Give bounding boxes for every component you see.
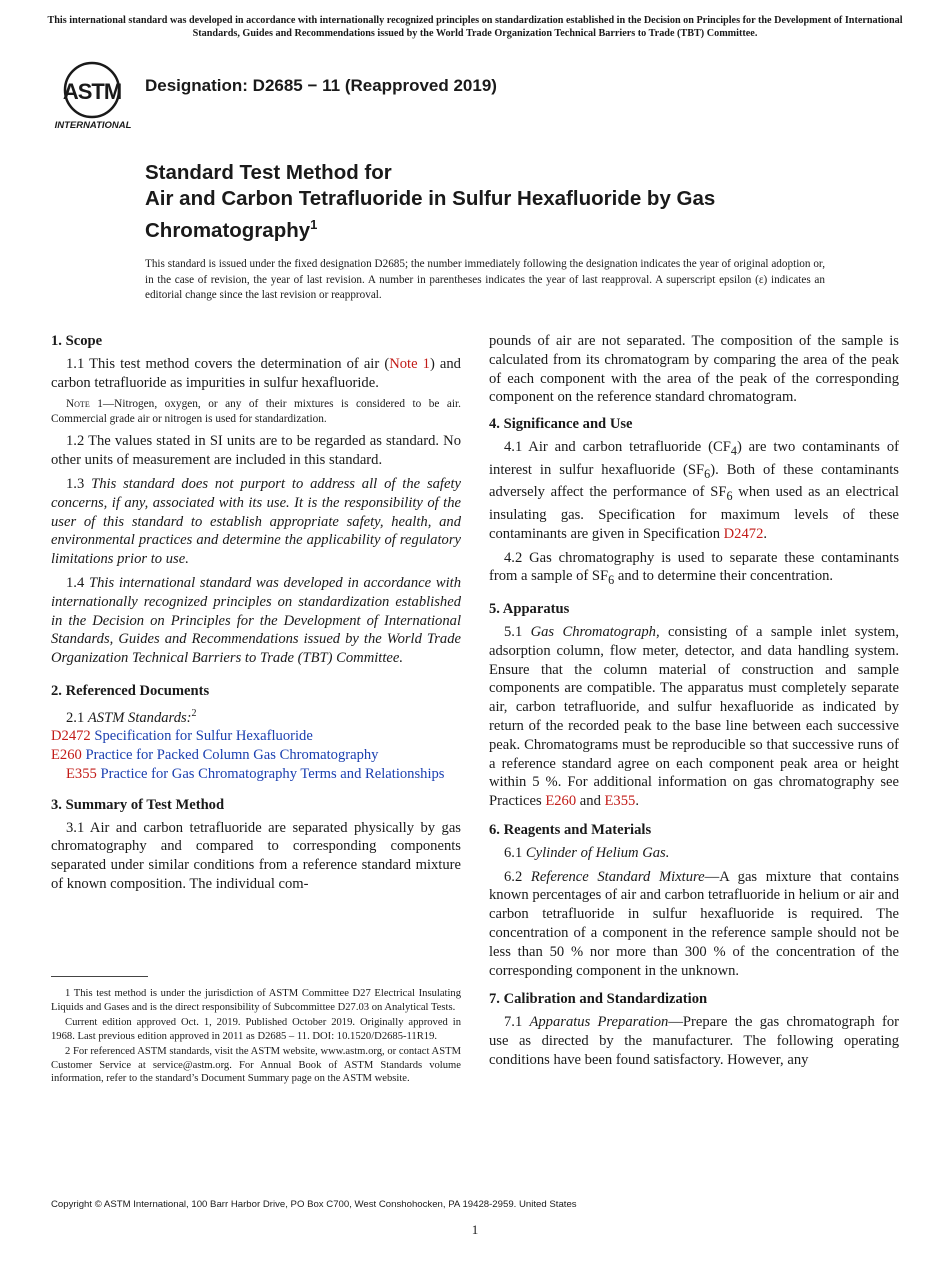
text: 4.2 Gas chromatography is used to separate these contaminants from a sample of SF	[489, 549, 899, 585]
text: .	[635, 793, 639, 810]
title-line-2	[145, 186, 865, 244]
ref-code[interactable]: E355	[66, 766, 97, 782]
reference-item[interactable]	[66, 765, 461, 784]
left-column	[51, 332, 461, 899]
page-title	[145, 160, 865, 244]
num: 6.1	[504, 844, 526, 861]
note-text: —Nitrogen, oxygen, or any of their mixtures is considered to be air. Commercial grade air or nitrogen is used for standardization.	[51, 398, 462, 426]
num: 1.3	[66, 475, 92, 492]
ref-code[interactable]: E260	[51, 747, 82, 764]
term: Apparatus Preparation	[529, 1014, 669, 1031]
paragraph-4-1	[489, 438, 899, 544]
text: —Prepare the gas chromatograph for use as directed by the manufacturer. The following operating conditions have been found satisfactory. However, any	[489, 1014, 899, 1068]
paragraph-2-1	[51, 705, 461, 728]
subscript: 6	[704, 466, 711, 481]
text: 4.1 Air and carbon tetrafluoride (CF	[504, 438, 731, 455]
paragraph-1-4	[51, 574, 461, 668]
paragraph-6-1	[489, 844, 899, 863]
svg-text:INTERNATIONAL: INTERNATIONAL	[54, 120, 132, 131]
paragraph-5-1	[489, 623, 899, 811]
svg-text:ASTM: ASTM	[62, 79, 122, 104]
section-heading: 6. Reagents and Materials	[489, 821, 652, 838]
note-link[interactable]: Note 1	[389, 355, 430, 372]
footnote-mark: 2	[191, 707, 197, 719]
paragraph-4-2	[489, 549, 899, 591]
text: ) are two contaminants of interest in sulfur hexafluoride (SF	[489, 438, 899, 478]
text: ) and carbon tetrafluoride as impurities in sulfur hexafluoride.	[51, 355, 461, 391]
text: ASTM Standards:	[87, 709, 192, 726]
ref-link[interactable]: D2472	[723, 525, 764, 542]
text: 1.1 This test method covers the determination of air (	[66, 355, 390, 372]
term: Cylinder of Helium Gas.	[525, 844, 670, 861]
preface: This standard is issued under the fixed designation D2685; the number immediately following the designation indicates the year of original adoption or, in the case of revision, the year of last revision. A number in parentheses indicates the year of last reapproval. A superscript epsilon (ε) indicates an editorial change since the last revision or reapproval.	[145, 258, 825, 301]
wto-banner: This international standard was developed in accordance with internationally recognized principles on standardization established in the Decision on Principles for the Development of International Standards, Guides and Recommendations issued by the World Trade Organization Technical Barriers to Trade (TBT) Committee.	[47, 15, 903, 39]
note-1	[51, 397, 461, 427]
title-main: Air and Carbon Tetrafluoride in Sulfur Hexafluoride by Gas Chromatography	[145, 187, 716, 242]
text: consisting of a sample inlet system, adsorption column, flow meter, detector, and data handling system. Ensure that the column material of construction and sample components are compatible. The apparatus must completely separate air, carbon tetrafluoride, and sulfur hexafluoride as indicated by return of the recorded peak to the base line between each successive peak. Chromatograms must be reproducible so that successive runs of a reference standard agree on each component peak area or height within 5 %. For additional information on gas chromatography see Practices	[489, 623, 899, 810]
text: and	[576, 793, 605, 810]
reference-item[interactable]	[51, 746, 461, 765]
text: —A gas mixture that contains known percentages of air and carbon tetrafluoride in helium or air and carbon tetrafluoride in sulfur hexafluoride is required. The concentration of a component in the reference sample should not be less than 50 % nor more than 300 % of the concentration of the corresponding component in the unknown.	[489, 868, 899, 979]
footnotes	[51, 987, 461, 1087]
title-line-1: Standard Test Method for	[145, 161, 392, 184]
paragraph-1-2: 1.2 The values stated in SI units are to be regarded as standard. No other units of measurement are included in this standard.	[51, 433, 461, 469]
copyright: Copyright © ASTM International, 100 Barr Harbor Drive, PO Box C700, West Conshohocken, PA 19428-2959. United States	[51, 1199, 577, 1210]
ref-link[interactable]: E260	[545, 793, 577, 810]
section-heading: 3. Summary of Test Method	[51, 796, 225, 813]
right-column	[489, 332, 899, 1075]
text: .	[763, 525, 768, 542]
designation: Designation: D2685 − 11 (Reapproved 2019)	[145, 76, 497, 95]
reference-item[interactable]	[51, 727, 461, 746]
num: 7.1	[504, 1014, 530, 1031]
note-label: Note 1	[66, 398, 103, 411]
subscript: 6	[608, 573, 615, 588]
subscript: 4	[730, 443, 737, 458]
footnote-divider	[51, 976, 148, 977]
text: This standard does not purport to address all of the safety concerns, if any, associated with its use. It is the responsibility of the user of this standard to establish appropriate safety, health, and environmental practices and determine the applicability of regulatory limitations prior to use.	[51, 475, 461, 568]
page-number: 1	[471, 1222, 479, 1237]
paragraph-1-1	[51, 355, 461, 393]
paragraph-6-2	[489, 868, 899, 981]
ref-code[interactable]: D2472	[51, 728, 91, 745]
text: ). Both of these contaminants adversely affect the performance of SF	[489, 461, 899, 501]
ref-link[interactable]: E355	[604, 793, 636, 810]
num: 2.1	[66, 709, 88, 726]
title-footnote-mark: 1	[310, 217, 318, 232]
paragraph-7-1	[489, 1013, 899, 1069]
subscript: 6	[726, 489, 733, 504]
term: Gas Chromatograph,	[530, 623, 660, 640]
ref-title[interactable]: Practice for Packed Column Gas Chromatography	[85, 747, 379, 764]
text: when used as an electrical insulating gas. Specification for maximum levels of these contaminants are given in Specification	[489, 484, 899, 542]
paragraph-1-3	[51, 475, 461, 569]
footnote-1-edition: Current edition approved Oct. 1, 2019. Published October 2019. Originally approved in 1968. Last previous edition approved in 2011 as D2685 – 11. DOI: 10.1520/D2685-11R19.	[51, 1016, 461, 1042]
paragraph-3-1-cont: pounds of air are not separated. The composition of the sample is calculated from its chromatogram by comparing the area of the peak of each component with the area of the peak of the corresponding component on the reference standard chromatogram.	[489, 333, 899, 406]
text: This international standard was developed in accordance with internationally recognized principles on standardization established in the Decision on Principles for the Development of International Standards, Guides and Recommendations issued by the World Trade Organization Technical Barriers to Trade (TBT) Committee.	[51, 574, 462, 667]
term: Reference Standard Mixture	[530, 868, 705, 885]
footnote-2: 2 For referenced ASTM standards, visit the ASTM website, www.astm.org, or contact ASTM Customer Service at service@astm.org. For Annual Book of ASTM Standards volume information, refer to the standard’s Document Summary page on the ASTM website.	[51, 1045, 461, 1085]
astm-logo	[52, 56, 134, 132]
section-heading: 4. Significance and Use	[489, 416, 633, 433]
footnote-1: 1 This test method is under the jurisdiction of ASTM Committee D27 Electrical Insulating Liquids and Gases and is the direct responsibility of Subcommittee D27.03 on Analytical Tests.	[51, 988, 461, 1013]
num: 5.1	[504, 623, 531, 640]
num: 6.2	[504, 868, 531, 885]
ref-title[interactable]: Specification for Sulfur Hexafluoride	[94, 728, 313, 745]
text: and to determine their concentration.	[614, 568, 834, 585]
section-heading: 1. Scope	[51, 333, 103, 349]
section-heading: 7. Calibration and Standardization	[489, 991, 708, 1008]
ref-title[interactable]: Practice for Gas Chromatography Terms and Relationships	[100, 766, 445, 782]
paragraph-3-1: 3.1 Air and carbon tetrafluoride are separated physically by gas chromatography and compared to corresponding components separated under similar conditions from a reference standard mixture of known composition. The individual com-	[51, 819, 461, 892]
section-heading: 5. Apparatus	[489, 601, 570, 618]
section-heading: 2. Referenced Documents	[51, 682, 210, 699]
num: 1.4	[66, 574, 90, 591]
